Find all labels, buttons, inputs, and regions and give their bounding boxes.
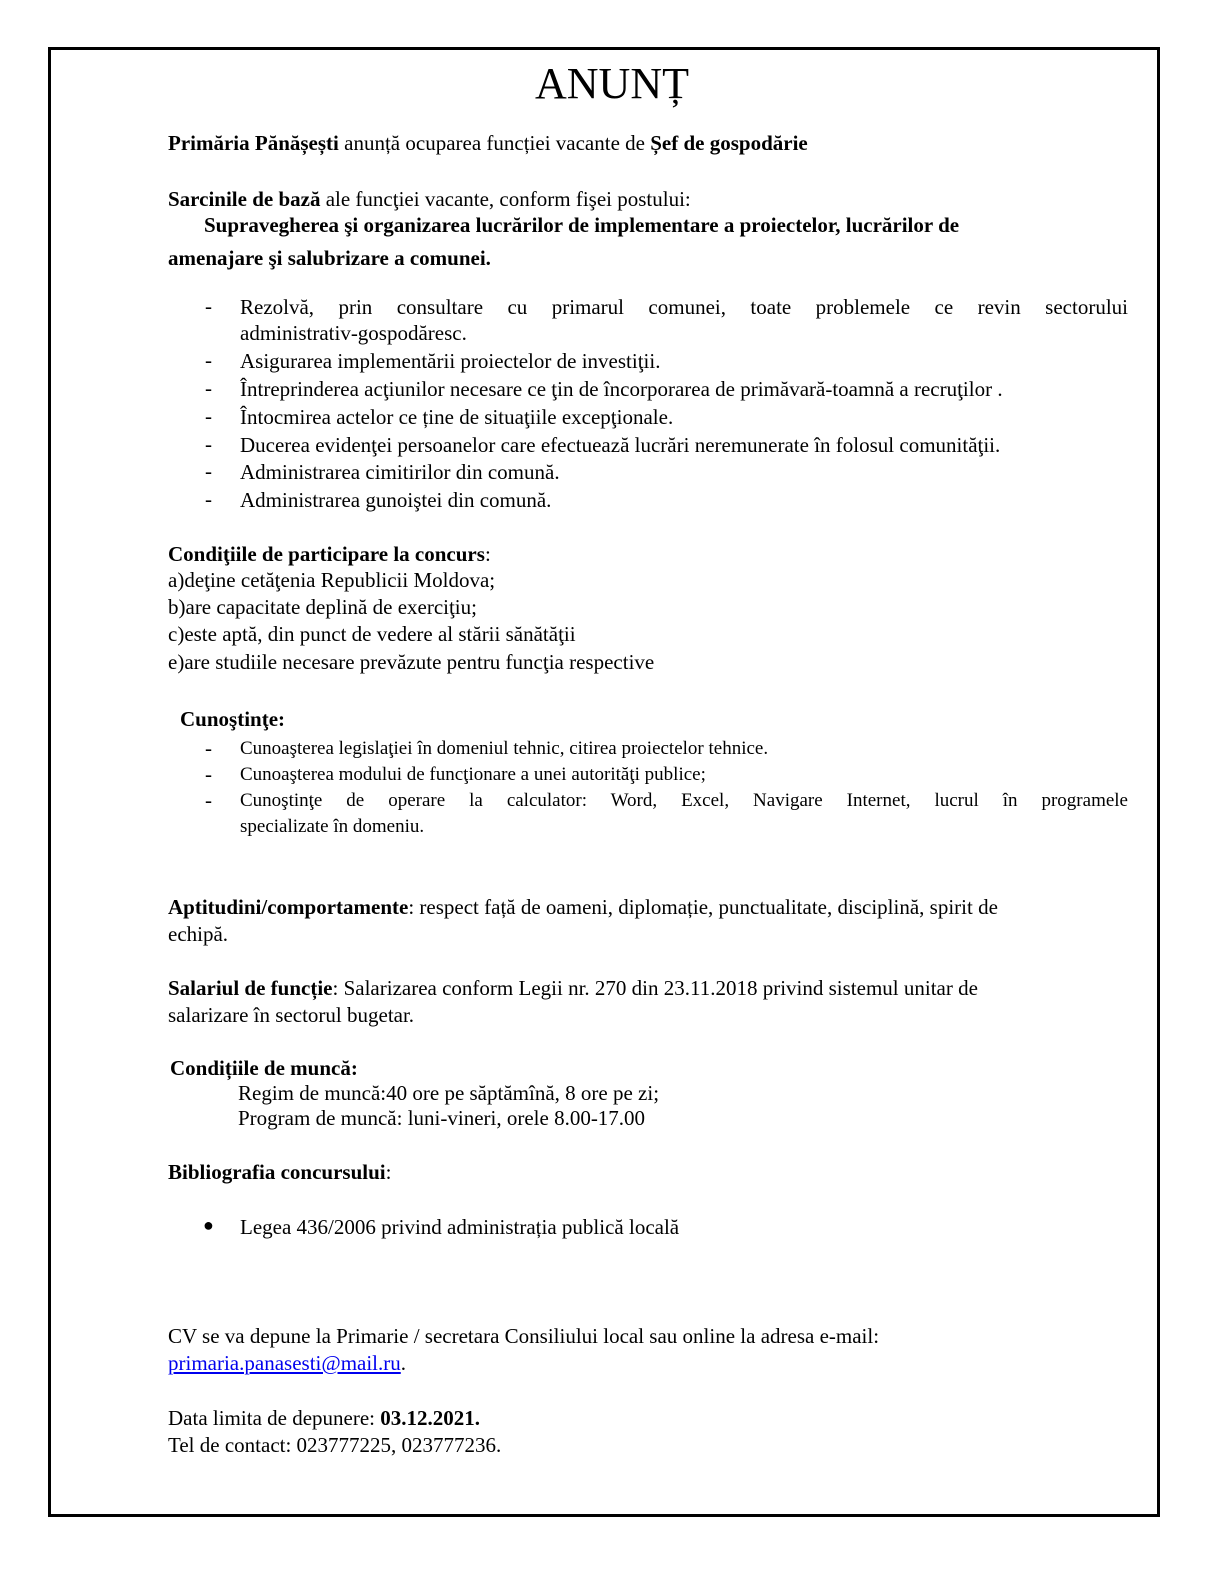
- duty-item: Ducerea evidenţei persoanelor care efectuează lucrări neremunerate în folosul comunităţii.: [240, 433, 1001, 457]
- dash-bullet: -: [205, 294, 212, 318]
- bibliography-heading: [168, 1159, 391, 1185]
- skills-text: : respect față de oameni, diplomație, punctualitate, disciplină, spirit de: [408, 895, 998, 919]
- work-heading: Condițiile de muncă:: [170, 1056, 358, 1080]
- condition-item: a)deţine cetăţenia Republicii Moldova;: [168, 568, 496, 592]
- duties-heading-rest: ale funcţiei vacante, conform fişei postului:: [320, 187, 691, 211]
- page-title: ANUNȚ: [535, 59, 689, 108]
- phone-line: Tel de contact: 023777225, 023777236.: [168, 1433, 502, 1457]
- skills-line2: echipă.: [168, 922, 229, 946]
- org-name: Primăria Pănășești: [168, 131, 339, 155]
- duty-item: Rezolvă, prin consultare cu primarul comunei, toate problemele ce revin sectorului: [240, 295, 1128, 319]
- dash-bullet: -: [205, 376, 212, 400]
- work-program: Program de muncă: luni-vineri, orele 8.00-17.00: [238, 1106, 646, 1130]
- knowledge-item: Cunoaşterea legislaţiei în domeniul tehnic, citirea proiectelor tehnice.: [240, 738, 769, 759]
- knowledge-item: Cunoaşterea modului de funcţionare a unei autorităţi publice;: [240, 764, 706, 785]
- dash-bullet: -: [205, 348, 212, 372]
- email-suffix: .: [400, 1351, 407, 1375]
- dash-bullet: -: [205, 762, 212, 786]
- duty-item: Administrarea gunoiştei din comună.: [240, 488, 552, 512]
- intro-line: [168, 130, 808, 156]
- duty-item: Asigurarea implementării proiectelor de investiţii.: [240, 349, 661, 373]
- knowledge-heading: Cunoştinţe:: [180, 707, 286, 731]
- condition-item: e)are studiile necesare prevăzute pentru funcţia respective: [168, 650, 655, 674]
- salary-text: : Salarizarea conform Legii nr. 270 din 23.11.2018 privind sistemul unitar de: [332, 976, 978, 1000]
- email-line: [168, 1350, 406, 1376]
- bibliography-item: Legea 436/2006 privind administrația publică locală: [240, 1215, 680, 1239]
- bullet-dot-icon: ●: [203, 1215, 214, 1235]
- duty-item: Administrarea cimitirilor din comună.: [240, 460, 560, 484]
- email-link[interactable]: primaria.panasesti@mail.ru: [168, 1351, 401, 1375]
- work-regime: Regim de muncă:40 ore pe săptămînă, 8 ore pe zi;: [238, 1081, 660, 1105]
- duty-item: Întocmirea actelor ce ține de situaţiile excepţionale.: [240, 405, 674, 429]
- duty-item-cont: administrativ-gospodăresc.: [240, 321, 467, 345]
- conditions-heading: [168, 541, 491, 567]
- bibliography-heading-bold: Bibliografia concursului: [168, 1160, 386, 1184]
- duties-heading-bold: Sarcinile de bază: [168, 187, 321, 211]
- deadline-label: Data limita de depunere:: [168, 1406, 381, 1430]
- condition-item: b)are capacitate deplină de exerciţiu;: [168, 595, 477, 619]
- bibliography-colon: :: [385, 1160, 392, 1184]
- salary-heading: Salariul de funcție: [168, 976, 333, 1000]
- salary-line2: salarizare în sectorul bugetar.: [168, 1003, 415, 1027]
- skills-heading: Aptitudini/comportamente: [168, 895, 409, 919]
- dash-bullet: -: [205, 788, 212, 812]
- dash-bullet: -: [205, 736, 212, 760]
- dash-bullet: -: [205, 487, 212, 511]
- deadline-value: 03.12.2021.: [380, 1406, 480, 1430]
- knowledge-item-cont: specializate în domeniu.: [240, 816, 425, 837]
- duties-summary-line2: amenajare şi salubrizare a comunei.: [168, 246, 491, 270]
- dash-bullet: -: [205, 459, 212, 483]
- duties-heading: [168, 186, 691, 212]
- skills-line1: [168, 894, 998, 920]
- submission-line: CV se va depune la Primarie / secretara Consiliului local sau online la adresa e-mail:: [168, 1324, 880, 1348]
- deadline-line: [168, 1405, 480, 1431]
- condition-item: c)este aptă, din punct de vedere al stării sănătăţii: [168, 622, 576, 646]
- dash-bullet: -: [205, 432, 212, 456]
- knowledge-item: Cunoştinţe de operare la calculator: Word, Excel, Navigare Internet, lucrul în programele: [240, 790, 1128, 811]
- intro-text: anunță ocuparea funcției vacante de: [338, 131, 651, 155]
- duty-item: Întreprinderea acţiunilor necesare ce ţin de încorporarea de primăvară-toamnă a recruţilor .: [240, 377, 1003, 401]
- dash-bullet: -: [205, 404, 212, 428]
- conditions-colon: :: [484, 542, 491, 566]
- salary-line1: [168, 975, 978, 1001]
- conditions-heading-bold: Condiţiile de participare la concurs: [168, 542, 485, 566]
- duties-summary-line1: Supravegherea şi organizarea lucrărilor de implementare a proiectelor, lucrărilor de: [204, 213, 960, 237]
- position-name: Șef de gospodărie: [650, 131, 808, 155]
